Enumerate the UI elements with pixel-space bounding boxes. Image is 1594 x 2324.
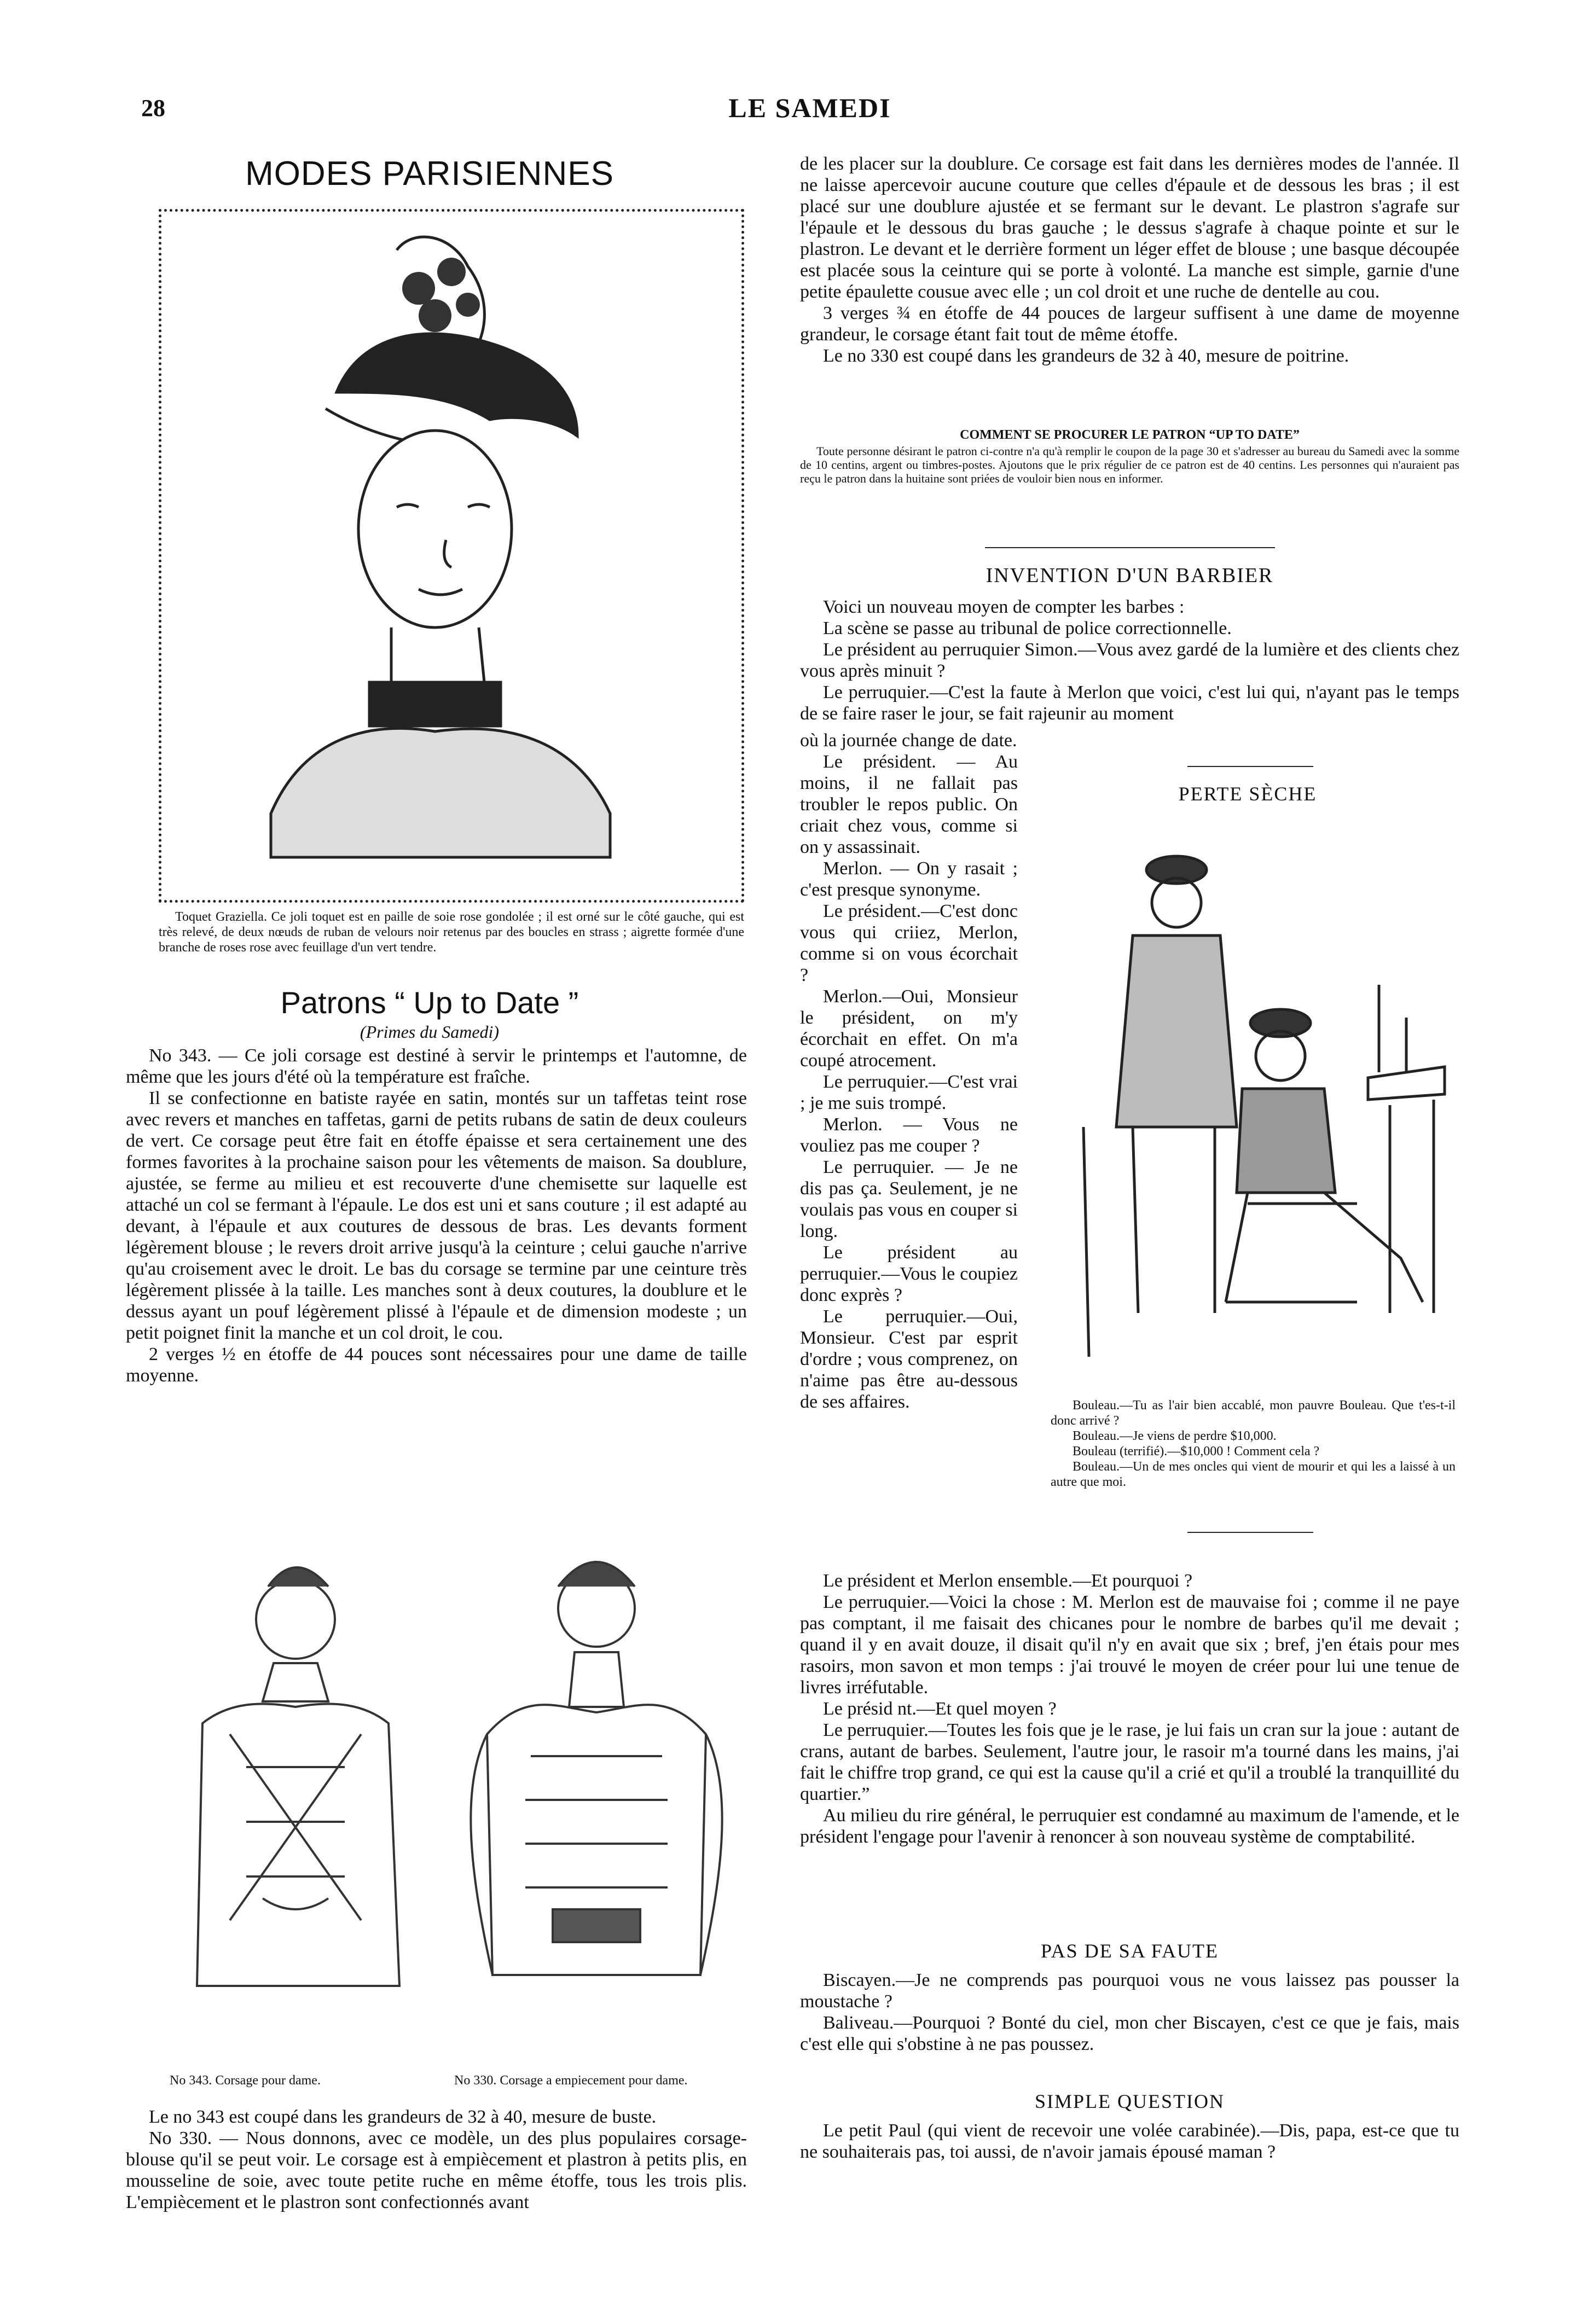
- invention-title: INVENTION D'UN BARBIER: [986, 564, 1274, 587]
- section-title: MODES PARISIENNES: [245, 155, 614, 193]
- inv-end-2: Le présid nt.—Et quel moyen ?: [823, 1699, 1057, 1719]
- left-body-bottom: [126, 2106, 747, 2213]
- figure-343-caption: No 343. Corsage pour dame.: [170, 2073, 321, 2088]
- hat-illustration-frame: [159, 209, 744, 903]
- perte-caption-1: Bouleau.—Je viens de perdre $10,000.: [1073, 1429, 1277, 1443]
- inv-end-1: Le perruquier.—Voici la chose : M. Merlon est de mauvaise foi ; comme il ne paye pas comptant, il me faisait des chicanes pour le nombre de barbes qu'il me devait ; quand il y en avait douze, il disait qu'il n'y en avait que six ; bref, j'en étais pour mes rasoirs, mon savon et mon temps : j'ai trouvé le moyen de créer pour lui une tenue de livres irréfutable.: [800, 1592, 1459, 1698]
- figure-330-caption: No 330. Corsage a empiecement pour dame.: [454, 2073, 688, 2088]
- inv-line-0: Voici un nouveau moyen de compter les barbes :: [823, 597, 1185, 617]
- perte-image: [1051, 821, 1456, 1379]
- simple-text-wrap: [800, 2120, 1459, 2163]
- invention-end: [800, 1570, 1459, 1847]
- woman-hat-illustration: [161, 212, 741, 900]
- notice-title: COMMENT SE PROCURER LE PATRON “UP TO DATE”: [960, 428, 1300, 442]
- left-paragraph-3: 2 verges ½ en étoffe de 44 pouces sont nécessaires pour une dame de taille moyenne.: [126, 1344, 747, 1386]
- inv-narrow-0: où la journée change de date.: [800, 730, 1017, 751]
- figure-343: [164, 1537, 421, 2062]
- two-men-illustration: [1051, 821, 1456, 1379]
- pas-title: PAS DE SA FAUTE: [1040, 1940, 1219, 1962]
- inv-line-1: La scène se passe au tribunal de police correctionnelle.: [823, 618, 1232, 638]
- perte-caption-2: Bouleau (terrifié).—$10,000 ! Comment cela ?: [1073, 1444, 1320, 1459]
- left-paragraph-5: No 330. — Nous donnons, avec ce modèle, un des plus populaires corsage-blouse qu'il se peut voir. Le corsage est à empiècement et plastron à petits plis, en mousseline de soie, avec toute petite ruche en même étoffe, tous les trois plis. L'empiècement et le plastron sont confectionnés avant: [126, 2128, 747, 2212]
- hat-caption: Toquet Graziella. Ce joli toquet est en paille de soie rose gondolée ; il est orné sur le côté gauche, qui est très relevé, de deux nœuds de ruban de velours noir retenus par des boucles en strass ; aigrette formée d'une branche de roses rose avec feuillage d'un vert tendre.: [159, 910, 744, 955]
- right-paragraph-2: 3 verges ¾ en étoffe de 44 pouces de largeur suffisent à une dame de moyenne grandeur, le corsage étant fait tout de même étoffe.: [800, 303, 1459, 345]
- inv-narrow-5: Le perruquier.—C'est vrai ; je me suis trompé.: [800, 1072, 1018, 1113]
- divider-1: [985, 547, 1275, 548]
- inv-narrow-3: Le président.—C'est donc vous qui criiez, Merlon, comme si on vous écorchait ?: [800, 901, 1018, 985]
- left-paragraph-1: No 343. — Ce joli corsage est destiné à servir le printemps et l'automne, de même que les jours d'été où la température est fraîche.: [126, 1045, 747, 1087]
- right-paragraph-1: de les placer sur la doublure. Ce corsage est fait dans les dernières modes de l'année. Il ne laisse apercevoir aucune couture que celles d'épaule et de dessous les bras ; il est placé sur une doublure ajustée et se fermant sur le devant. Le plastron s'agrafe sur l'épaule et le dessous du bras gauche ; le dessus s'agrafe à chaque pointe et sur le plastron. Le devant et le derrière forment un léger effet de blouse ; une basque découpée est placée sous la ceinture qui se porte à volonté. La manche est simple, garnie d'une petite épaulette cousue avec elle ; un col droit et une ruche de dentelle au cou.: [800, 154, 1459, 302]
- notice-text: Toute personne désirant le patron ci-contre n'a qu'à remplir le coupon de la page 30 et s'adresser au bureau du Samedi avec la somme de 10 centins, argent ou timbres-postes. Ajoutons que le prix régulier de ce patron est de 40 centins. Les personnes qui n'auraient pas reçu le patron dans la huitaine sont priées de vouloir bien nous en informer.: [800, 444, 1459, 485]
- inv-narrow-1: Le président. — Au moins, il ne fallait pas troubler le repos public. On criait chez vous, comme si on y assassinait.: [800, 752, 1018, 857]
- left-body-top: [126, 1045, 747, 1386]
- invention-narrow: [800, 730, 1018, 1413]
- divider-3: [1187, 1532, 1313, 1533]
- inv-narrow-4: Merlon.—Oui, Monsieur le président, on m'y écorchait en effet. On m'a coupé atrocement.: [800, 986, 1018, 1071]
- inv-end-0: Le président et Merlon ensemble.—Et pourquoi ?: [823, 1571, 1193, 1591]
- inv-narrow-8: Le président au perruquier.—Vous le coupiez donc exprès ?: [800, 1242, 1018, 1305]
- invention-full-width: [800, 596, 1459, 724]
- inv-narrow-6: Merlon. — Vous ne vouliez pas me couper ?: [800, 1114, 1018, 1156]
- pas-line-0: Biscayen.—Je ne comprends pas pourquoi vous ne vous laissez pas pousser la moustache ?: [800, 1970, 1459, 2012]
- inv-end-4: Au milieu du rire général, le perruquier est condamné au maximum de l'amende, et le président l'engage pour l'avenir à renoncer à son nouveau système de comptabilité.: [800, 1805, 1459, 1847]
- divider-2: [1187, 766, 1313, 767]
- inv-line-2: Le président au perruquier Simon.—Vous avez gardé de la lumière et des clients chez vous après minuit ?: [800, 640, 1459, 681]
- left-paragraph-2: Il se confectionne en batiste rayée en satin, montés sur un taffetas teint rose avec revers et manches en taffetas, garni de petits rubans de satin de deux couleurs de vert. Ce corsage peut être fait en étoffe épaisse et sera certainement une des formes favorites à la prochaine saison pour les vêtements de maison. Sa doublure, ajustée, se ferme au milieu et est recouverte d'une chemisette sur laquelle est attaché un col se fermant à l'épaule. Le dos est uni et sans couture ; il est adapté au devant, à l'épaule et aux coutures de dessous de bras. Les devants forment légèrement blouse ; le revers droit arrive jusqu'à la ceinture ; celui gauche n'arrive qu'au croisement avec le droit. Le bas du corsage se termine par une ceinture très légèrement plissée à la taille. Les manches sont à deux coutures, la doublure et le dessus ayant un pouf légèrement plissé à l'épaule et de dimension modeste ; un petit poignet finit la manche et un col droit, le cou.: [126, 1088, 747, 1343]
- pas-line-1: Baliveau.—Pourquoi ? Bonté du ciel, mon cher Biscayen, c'est ce que je fais, mais c'est elle qui s'obstine à ne pas poussez.: [800, 2013, 1459, 2054]
- patrons-title: Patrons “ Up to Date ”: [280, 985, 579, 1020]
- pas-text: [800, 1969, 1459, 2055]
- inv-line-3: Le perruquier.—C'est la faute à Merlon que voici, c'est lui qui, n'ayant pas le temps de se faire raser le jour, se fait rajeunir au moment: [800, 682, 1459, 724]
- right-paragraph-3: Le no 330 est coupé dans les grandeurs de 32 à 40, mesure de poitrine.: [823, 346, 1349, 366]
- inv-narrow-9: Le perruquier.—Oui, Monsieur. C'est par esprit d'ordre ; vous comprenez, on n'aime pas être au-dessous de ses affaires.: [800, 1306, 1018, 1412]
- corsage-330-illustration: [449, 1526, 744, 2062]
- inv-narrow-7: Le perruquier. — Je ne dis pas ça. Seulement, je ne voulais pas vous en couper si long.: [800, 1157, 1018, 1241]
- patrons-subtitle: (Primes du Samedi): [360, 1022, 500, 1042]
- inv-narrow-2: Merlon. — On y rasait ; c'est presque synonyme.: [800, 858, 1018, 900]
- perte-caption: [1051, 1398, 1456, 1490]
- page-number: 28: [141, 95, 165, 121]
- simple-text: Le petit Paul (qui vient de recevoir une volée carabinée).—Dis, papa, est-ce que tu ne souhaiterais pas, toi aussi, de n'avoir jamais épousé maman ?: [800, 2120, 1459, 2162]
- simple-title: SIMPLE QUESTION: [1034, 2090, 1225, 2112]
- corsage-343-illustration: [164, 1537, 421, 2062]
- journal-title: LE SAMEDI: [728, 92, 891, 123]
- perte-caption-0: Bouleau.—Tu as l'air bien accablé, mon pauvre Bouleau. Que t'es-t-il donc arrivé ?: [1051, 1398, 1456, 1428]
- right-body-top: [800, 153, 1459, 367]
- perte-title: PERTE SÈCHE: [1178, 783, 1317, 805]
- figure-330: [449, 1526, 744, 2062]
- perte-caption-3: Bouleau.—Un de mes oncles qui vient de mourir et qui les a laissé à un autre que moi.: [1051, 1460, 1456, 1489]
- left-paragraph-4: Le no 343 est coupé dans les grandeurs de 32 à 40, mesure de buste.: [149, 2107, 657, 2127]
- inv-end-3: Le perruquier.—Toutes les fois que je le rase, je lui fais un cran sur la joue : autant de crans, autant de barbes. Seulement, l'autre jour, le rasoir m'a tourné dans les mains, j'ai fait le chiffre trop grand, ce qui est la cause qu'il a crié et qu'il a troublé la tranquillité du quartier.”: [800, 1720, 1459, 1804]
